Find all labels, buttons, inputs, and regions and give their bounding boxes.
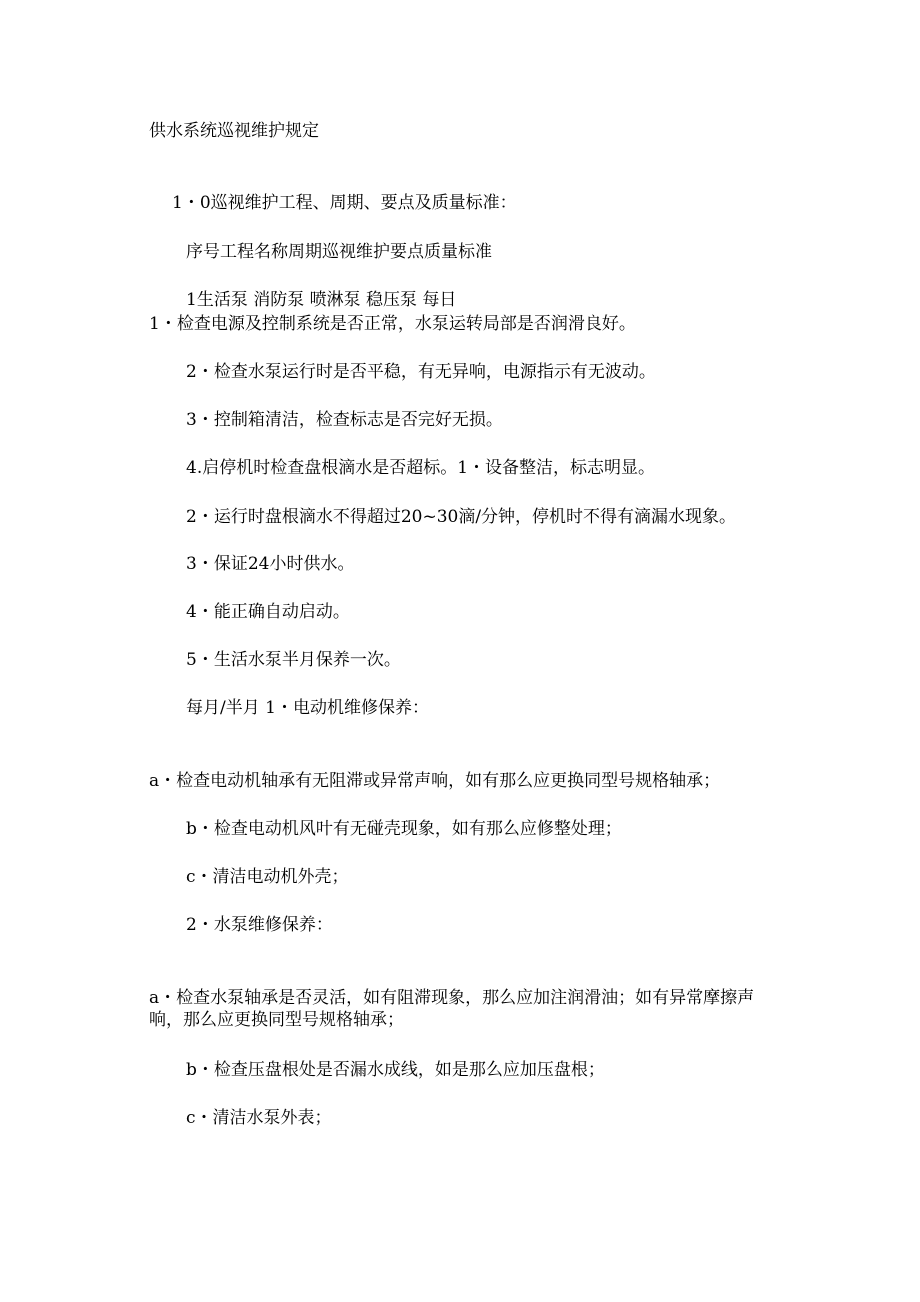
quality-item-4: 4・能正确自动启动。 xyxy=(186,602,350,622)
motor-item-a: a・检查电动机轴承有无阻滞或异常声响，如有那么应更换同型号规格轴承； xyxy=(149,771,721,791)
inspection-item-1: 1・检查电源及控制系统是否正常，水泵运转局部是否润滑良好。 xyxy=(149,314,636,334)
inspection-item-3: 3・控制箱清洁，检查标志是否完好无损。 xyxy=(186,410,503,430)
pump-heading: 2・水泵维修保养： xyxy=(186,915,333,935)
motor-item-c: c・清洁电动机外壳； xyxy=(186,867,349,887)
quality-item-5: 5・生活水泵半月保养一次。 xyxy=(186,650,401,670)
motor-item-b: b・检查电动机风叶有无碰壳现象，如有那么应修整处理； xyxy=(186,819,622,839)
quality-item-2: 2・运行时盘根滴水不得超过20~30滴/分钟，停机时不得有滴漏水现象。 xyxy=(186,507,737,527)
quality-item-3: 3・保证24小时供水。 xyxy=(186,554,355,574)
section-heading: 1・0巡视维护工程、周期、要点及质量标准： xyxy=(172,193,517,213)
inspection-item-2: 2・检查水泵运行时是否平稳，有无异响，电源指示有无波动。 xyxy=(186,362,656,382)
pump-item-a: a・检查水泵轴承是否灵活，如有阻滞现象，那么应加注润滑油；如有异常摩擦声响，那么应更换同型号规格轴承； xyxy=(149,988,755,1030)
monthly-heading: 每月/半月 1・电动机维修保养： xyxy=(186,698,429,718)
inspection-item-4: 4.启停机时检查盘根滴水是否超标。1・设备整洁，标志明显。 xyxy=(186,458,656,478)
pump-item-c: c・清洁水泵外表； xyxy=(186,1108,332,1128)
pump-item-b: b・检查压盘根处是否漏水成线，如是那么应加压盘根； xyxy=(186,1060,605,1080)
table-header: 序号工程名称周期巡视维护要点质量标准 xyxy=(186,242,492,262)
document-title: 供水系统巡视维护规定 xyxy=(149,121,319,141)
row-1-head: 1生活泵 消防泵 喷淋泵 稳压泵 每日 xyxy=(186,290,457,310)
